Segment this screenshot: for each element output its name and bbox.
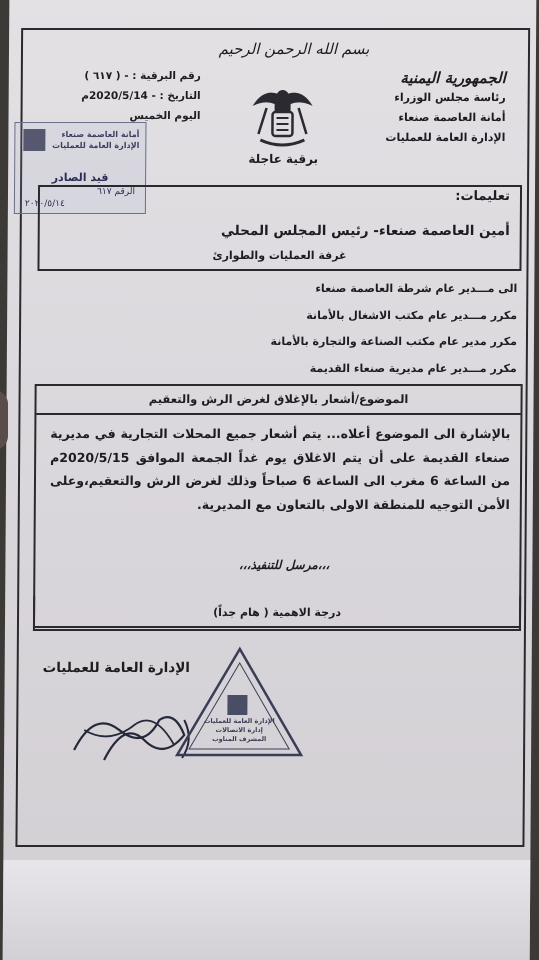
- instructions-from: أمين العاصمة صنعاء- رئيس المجلس المحلي: [220, 223, 510, 239]
- date-label: التاريخ: [167, 90, 201, 102]
- date-row: [31, 86, 201, 106]
- day-label: اليوم: [174, 110, 201, 122]
- finger-edge: [0, 390, 8, 450]
- capital-line: أمانة العاصمة صنعاء: [398, 111, 506, 124]
- stamp-num-label: الرقم: [114, 187, 136, 197]
- header-left-block: [30, 66, 200, 126]
- recipient-line: مكرر مدير عام مكتب الصناعة والتجارة بالأمانة: [270, 335, 518, 348]
- urgent-telegram-label: برقية عاجلة: [248, 152, 319, 166]
- triangle-line1: الإدارة العامة للعمليات: [203, 717, 275, 725]
- recipient-line: مكرر مـــدير عام مديرية صنعاء القديمة: [309, 362, 517, 375]
- ref-row: [31, 66, 201, 86]
- stamp-date: ٢٠٢٠/٥/١٤: [24, 199, 65, 209]
- date-value: : - 2020/5/14م: [81, 90, 164, 102]
- paper-fold-area: [3, 860, 537, 960]
- day-value: الخميس: [129, 110, 171, 122]
- triangle-line3: المشرف المناوب: [212, 735, 267, 743]
- basmala-calligraphy: بسم الله الرحمن الرحيم: [218, 40, 370, 58]
- header-right-block: [345, 68, 506, 148]
- cabinet-line: رئاسة مجلس الوزراء: [394, 91, 506, 104]
- ref-label: رقم البرقية: [140, 70, 201, 82]
- subject-line: الموضوع/أشعار بالإغلاق لغرض الرش والتعقيم: [36, 386, 520, 415]
- signature-department: الإدارة العامة للعمليات: [42, 660, 190, 676]
- instructions-room: غرفة العمليات والطوارئ: [212, 249, 347, 262]
- stamp-line2: الإدارة العامة للعمليات: [52, 141, 140, 150]
- ref-value: : - ( ٦١٧ ): [84, 70, 137, 82]
- triangle-stamp-outline-icon: [169, 643, 310, 763]
- republic-title: الجمهورية اليمنية: [400, 69, 506, 87]
- body-paragraph: بالإشارة الى الموضوع أعلاه... يتم أشعار جميع المحلات التجارية في مديرية صنعاء القديمة على أن يتم الاغلاق يوم غداً الجمعة الموافق 2020/5/15م من الساعة 6 مغرب الى الساعة 6 صباحاً وذلك لغرض الرش والتعقيم،وعلى الأمن التوجيه للمنطقة الاولى بالتعاون مع المديرية.: [49, 426, 511, 512]
- stamp-num-value: ٦١٧: [97, 187, 112, 197]
- instructions-box: [37, 185, 522, 271]
- instructions-heading: تعليمات:: [455, 189, 511, 204]
- triangle-line2: إدارة الاتصالات: [215, 726, 263, 734]
- ops-dept-line: الإدارة العامة للعمليات: [385, 131, 506, 144]
- priority-line: درجة الاهمية ( هام جداً): [33, 596, 521, 631]
- document-sheet: [3, 0, 537, 960]
- recipient-line: الى مـــدير عام شرطة العاصمة صنعاء: [315, 282, 518, 295]
- stamp-title: قيد الصادر: [51, 171, 109, 184]
- message-body-box: [33, 384, 523, 628]
- stamp-line1: أمانة العاصمة صنعاء: [61, 130, 140, 139]
- qr-code-icon: [23, 129, 45, 151]
- send-for-execution-note: ،،،مرسل للتنفيذ،،،: [238, 558, 330, 572]
- operations-triangle-stamp: [169, 643, 310, 763]
- recipient-line: مكرر مـــدير عام مكتب الاشغال بالأمانة: [306, 309, 518, 322]
